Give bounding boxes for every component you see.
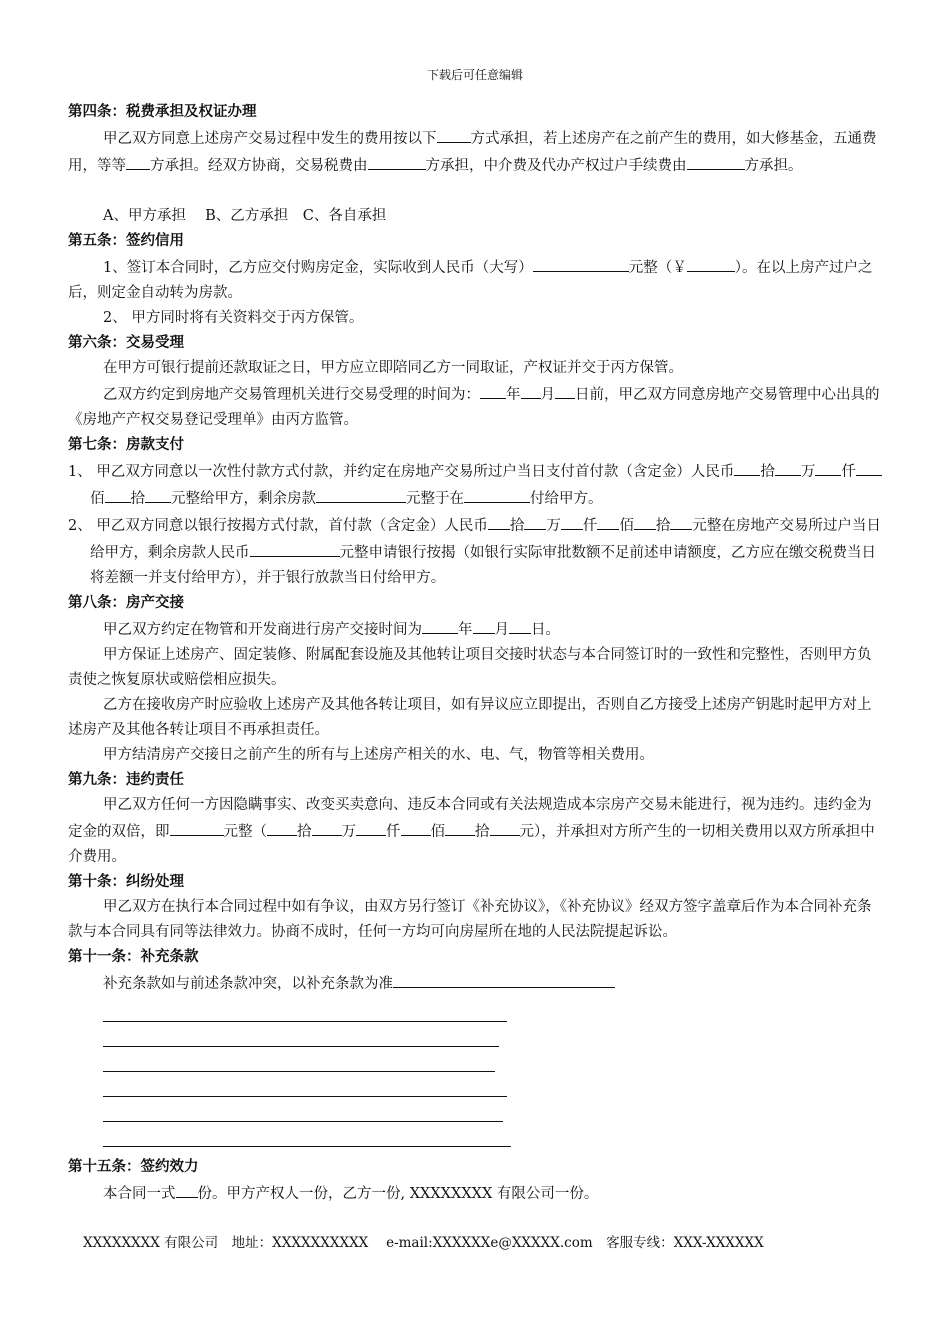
section-title-11: 第十一条：补充条款: [68, 949, 199, 965]
blank-field[interactable]: [250, 539, 340, 557]
blank-field[interactable]: [176, 1180, 198, 1198]
blank-field[interactable]: [126, 152, 150, 170]
blank-field[interactable]: [422, 616, 458, 634]
section-title-8: 第八条：房产交接: [68, 595, 184, 611]
blank-field[interactable]: [401, 818, 431, 836]
section-4-paragraph: 甲乙双方同意上述房产交易过程中发生的费用按以下 方式承担，若上述房产在之前产生的费用，如大修基金，五通费用，等等 方承担。经双方协商，交易税费由 方承担，中介费及代办产权过户手续费由 方承担。: [68, 125, 882, 179]
section-8-paragraph-2: 甲方保证上述房产、固定装修、附属配套设施及其他转让项目交接时状态与本合同签订时的一致性和完整性，否则甲方负责使之恢复原状或赔偿相应损失。: [68, 647, 872, 688]
blank-field[interactable]: [687, 152, 745, 170]
blank-field[interactable]: [464, 485, 530, 503]
blank-field[interactable]: [687, 254, 735, 272]
section-6-paragraph-1: 在甲方可银行提前还款取证之日，甲方应立即陪同乙方一同取证，产权证并交于丙方保管。: [103, 360, 683, 376]
blank-field[interactable]: [521, 381, 541, 399]
section-title-5: 第五条：签约信用: [68, 233, 184, 249]
section-title-10: 第十条：纠纷处理: [68, 874, 184, 890]
blank-field[interactable]: [316, 485, 406, 503]
section-7-item-1: 1、 甲乙双方同意以一次性付款方式付款，并约定在房地产交易所过户当日支付首付款（含定金）人民币 拾 万 仟佰 拾 元整给甲方，剩余房款 元整于在 付给甲方。: [68, 458, 882, 512]
section-title-6: 第六条：交易受理: [68, 335, 184, 351]
section-title-9: 第九条：违约责任: [68, 772, 184, 788]
section-11-paragraph: 补充条款如与前述条款冲突，以补充条款为准: [68, 970, 882, 997]
blank-field[interactable]: [561, 512, 583, 530]
blank-field[interactable]: [490, 818, 520, 836]
blank-field[interactable]: [533, 254, 629, 272]
blank-field[interactable]: [524, 512, 546, 530]
blank-field[interactable]: [815, 458, 841, 476]
section-8-paragraph-4: 甲方结清房产交接日之前产生的所有与上述房产相关的水、电、气，物管等相关费用。: [103, 747, 654, 763]
blank-field[interactable]: [267, 818, 297, 836]
blank-field[interactable]: [170, 818, 224, 836]
section-title-4: 第四条：税费承担及权证办理: [68, 104, 257, 120]
blank-line[interactable]: [103, 1047, 495, 1072]
blank-field[interactable]: [555, 381, 575, 399]
section-5-paragraph-2: 2、 甲方同时将有关资料交于丙方保管。: [103, 310, 364, 326]
blank-field[interactable]: [597, 512, 619, 530]
blank-field[interactable]: [634, 512, 656, 530]
blank-field[interactable]: [368, 152, 426, 170]
blank-field[interactable]: [473, 616, 495, 634]
blank-field[interactable]: [312, 818, 342, 836]
blank-field[interactable]: [488, 512, 510, 530]
blank-line[interactable]: [103, 1097, 503, 1122]
blank-field[interactable]: [437, 125, 471, 143]
page-footer: XXXXXXXX 有限公司 地址：XXXXXXXXXX e-mail:XXXXXXe@XXXXX.com 客服专线：XXX-XXXXXX: [83, 1235, 764, 1251]
page-header: 下载后可任意编辑: [426, 68, 523, 82]
blank-field[interactable]: [356, 818, 386, 836]
blank-field[interactable]: [670, 512, 692, 530]
blank-field[interactable]: [480, 381, 506, 399]
section-title-15: 第十五条：签约效力: [68, 1159, 199, 1175]
blank-line[interactable]: [103, 997, 507, 1022]
blank-field[interactable]: [509, 616, 531, 634]
blank-field[interactable]: [734, 458, 760, 476]
blank-field[interactable]: [775, 458, 801, 476]
blank-line[interactable]: [103, 1022, 499, 1047]
section-title-7: 第七条：房款支付: [68, 437, 184, 453]
blank-field[interactable]: [445, 818, 475, 836]
blank-field[interactable]: [145, 485, 171, 503]
payment-options: A、甲方承担 B、乙方承担 C、各自承担: [103, 208, 387, 224]
blank-line[interactable]: [103, 1072, 507, 1097]
blank-field[interactable]: [105, 485, 131, 503]
section-8-paragraph-1: 甲乙双方约定在物管和开发商进行房产交接时间为 年 月 日。: [68, 616, 882, 643]
blank-line[interactable]: [103, 1122, 511, 1147]
section-7-item-2: 2、 甲乙双方同意以银行按揭方式付款，首付款（含定金）人民币 拾 万 仟 佰 拾 元整在房地产交易所过户当日给甲方，剩余房款人民币 元整申请银行按揭（如银行实际审批数额不足前述申请额度，乙方应在缴交税费当日将差额一并支付给甲方），并于银行放款当日付给甲方。: [68, 512, 882, 591]
section-15-paragraph: 本合同一式 份。甲方产权人一份，乙方一份, XXXXXXXX 有限公司一份。: [68, 1180, 882, 1207]
blank-field[interactable]: [856, 458, 882, 476]
section-6-paragraph-2: 乙双方约定到房地产交易管理机关进行交易受理的时间为： 年 月 日前，甲乙双方同意房地产交易管理中心出具的《房地产产权交易登记受理单》由丙方监管。: [68, 381, 882, 433]
supplementary-lines: [103, 997, 882, 1147]
contract-body: [68, 100, 882, 1207]
blank-field[interactable]: [393, 970, 615, 988]
section-5-paragraph-1: 1、签订本合同时，乙方应交付购房定金，实际收到人民币（大写） 元整（￥ ）。在以上房产过户之后，则定金自动转为房款。: [68, 254, 882, 306]
section-8-paragraph-3: 乙方在接收房产时应验收上述房产及其他各转让项目，如有异议应立即提出，否则自乙方接受上述房产钥匙时起甲方对上述房产及其他各转让项目不再承担责任。: [68, 697, 872, 738]
section-9-paragraph: 甲乙双方任何一方因隐瞒事实、改变买卖意向、违反本合同或有关法规造成本宗房产交易未能进行，视为违约。违约金为定金的双倍，即 元整（ 拾 万 仟 佰 拾 元），并承担对方所产生的一切相关费用以双方所承担中介费用。: [68, 797, 875, 865]
section-10-paragraph: 甲乙双方在执行本合同过程中如有争议，由双方另行签订《补充协议》，《补充协议》经双方签字盖章后作为本合同补充条款与本合同具有同等法律效力。协商不成时，任何一方均可向房屋所在地的人民法院提起诉讼。: [68, 899, 872, 940]
